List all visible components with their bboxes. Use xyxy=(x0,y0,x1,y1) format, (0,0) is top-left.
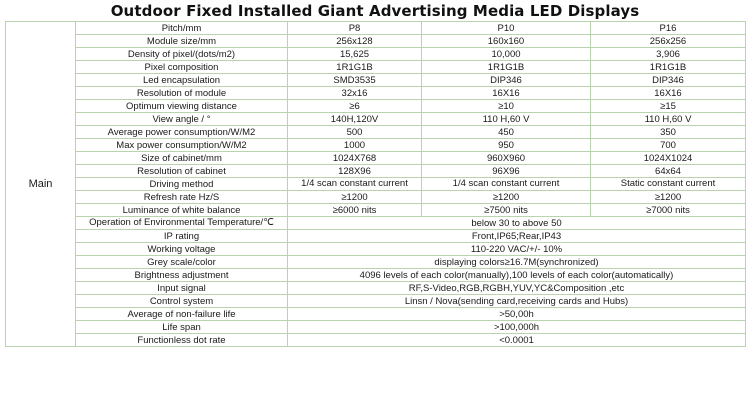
row-value: 1R1G1B xyxy=(288,61,422,74)
row-label: Average of non-failure life xyxy=(76,308,288,321)
row-label: Luminance of white balance xyxy=(76,204,288,217)
table-row xyxy=(6,230,746,243)
row-label: Pixel composition xyxy=(76,61,288,74)
row-value: 1/4 scan constant current xyxy=(288,178,422,191)
table-row xyxy=(6,74,746,87)
row-value: ≥7000 nits xyxy=(591,204,746,217)
row-value-all-models: <0.0001 xyxy=(288,334,746,347)
row-value: 256x128 xyxy=(288,35,422,48)
row-value: 1/4 scan constant current xyxy=(422,178,591,191)
row-value-all-models: Front,IP65;Rear,IP43 xyxy=(288,230,746,243)
table-row xyxy=(6,113,746,126)
column-header-p16: P16 xyxy=(591,22,746,35)
row-label: Operation of Environmental Temperature/℃ xyxy=(76,217,288,230)
row-label: Resolution of cabinet xyxy=(76,165,288,178)
row-value: 128X96 xyxy=(288,165,422,178)
column-header-parameter: Pitch/mm xyxy=(76,22,288,35)
header-row xyxy=(6,22,746,35)
row-value: ≥15 xyxy=(591,100,746,113)
table-row xyxy=(6,217,746,230)
row-label: Control system xyxy=(76,295,288,308)
table-row xyxy=(6,165,746,178)
row-value-all-models: RF,S-Video,RGB,RGBH,YUV,YC&Composition ,etc xyxy=(288,282,746,295)
row-value: 32x16 xyxy=(288,87,422,100)
row-value-all-models: displaying colors≥16.7M(synchronized) xyxy=(288,256,746,269)
table-row xyxy=(6,204,746,217)
column-header-p10: P10 xyxy=(422,22,591,35)
spec-table xyxy=(5,21,746,347)
row-label: Module size/mm xyxy=(76,35,288,48)
table-row xyxy=(6,282,746,295)
row-value: 700 xyxy=(591,139,746,152)
row-label: Max power consumption/W/M2 xyxy=(76,139,288,152)
row-value: 110 H,60 V xyxy=(422,113,591,126)
row-label: IP rating xyxy=(76,230,288,243)
table-row xyxy=(6,178,746,191)
row-value: 1000 xyxy=(288,139,422,152)
row-label: Led encapsulation xyxy=(76,74,288,87)
table-row xyxy=(6,321,746,334)
row-value: 1R1G1B xyxy=(591,61,746,74)
table-row xyxy=(6,256,746,269)
row-value: ≥1200 xyxy=(591,191,746,204)
row-value: ≥1200 xyxy=(288,191,422,204)
row-value: 450 xyxy=(422,126,591,139)
row-label: Functionless dot rate xyxy=(76,334,288,347)
row-value: 1024X768 xyxy=(288,152,422,165)
row-value-all-models: below 30 to above 50 xyxy=(288,217,746,230)
row-value: 15,625 xyxy=(288,48,422,61)
row-value: ≥6 xyxy=(288,100,422,113)
table-row xyxy=(6,126,746,139)
row-value: ≥1200 xyxy=(422,191,591,204)
table-row xyxy=(6,269,746,282)
table-row xyxy=(6,308,746,321)
row-value: 10,000 xyxy=(422,48,591,61)
table-row xyxy=(6,139,746,152)
row-label: Brightness adjustment xyxy=(76,269,288,282)
table-row xyxy=(6,152,746,165)
row-value: DIP346 xyxy=(422,74,591,87)
row-label: Density of pixel/(dots/m2) xyxy=(76,48,288,61)
row-label: Average power consumption/W/M2 xyxy=(76,126,288,139)
row-value-all-models: >50,00h xyxy=(288,308,746,321)
row-value: Static constant current xyxy=(591,178,746,191)
table-row xyxy=(6,243,746,256)
row-value-all-models: Linsn / Nova(sending card,receiving cards and Hubs) xyxy=(288,295,746,308)
row-value: 16X16 xyxy=(422,87,591,100)
row-value: 110 H,60 V xyxy=(591,113,746,126)
section-label-main: Main xyxy=(6,22,76,347)
row-value-all-models: 4096 levels of each color(manually),100 levels of each color(automatically) xyxy=(288,269,746,282)
column-header-p8: P8 xyxy=(288,22,422,35)
table-row xyxy=(6,295,746,308)
row-value: DIP346 xyxy=(591,74,746,87)
row-value: 256x256 xyxy=(591,35,746,48)
row-label: Refresh rate Hz/S xyxy=(76,191,288,204)
row-value: SMD3535 xyxy=(288,74,422,87)
table-row xyxy=(6,191,746,204)
row-value: 16X16 xyxy=(591,87,746,100)
row-value-all-models: 110-220 VAC/+/- 10% xyxy=(288,243,746,256)
row-label: Input signal xyxy=(76,282,288,295)
table-row xyxy=(6,61,746,74)
row-label: Size of cabinet/mm xyxy=(76,152,288,165)
row-label: Working voltage xyxy=(76,243,288,256)
row-value: 960X960 xyxy=(422,152,591,165)
table-row xyxy=(6,87,746,100)
row-value: 1R1G1B xyxy=(422,61,591,74)
row-value: 500 xyxy=(288,126,422,139)
table-row xyxy=(6,334,746,347)
row-value: 350 xyxy=(591,126,746,139)
row-value-all-models: >100,000h xyxy=(288,321,746,334)
table-row xyxy=(6,100,746,113)
row-value: 64x64 xyxy=(591,165,746,178)
row-label: View angle / ° xyxy=(76,113,288,126)
table-row xyxy=(6,35,746,48)
table-row xyxy=(6,48,746,61)
row-value: ≥10 xyxy=(422,100,591,113)
row-value: ≥7500 nits xyxy=(422,204,591,217)
row-label: Resolution of module xyxy=(76,87,288,100)
row-value: 3,906 xyxy=(591,48,746,61)
row-value: 96X96 xyxy=(422,165,591,178)
row-value: ≥6000 nits xyxy=(288,204,422,217)
row-label: Grey scale/color xyxy=(76,256,288,269)
page-title: Outdoor Fixed Installed Giant Advertising Media LED Displays xyxy=(110,2,640,20)
row-value: 1024X1024 xyxy=(591,152,746,165)
row-label: Optimum viewing distance xyxy=(76,100,288,113)
row-value: 160x160 xyxy=(422,35,591,48)
row-value: 140H,120V xyxy=(288,113,422,126)
row-label: Life span xyxy=(76,321,288,334)
row-label: Driving method xyxy=(76,178,288,191)
row-value: 950 xyxy=(422,139,591,152)
